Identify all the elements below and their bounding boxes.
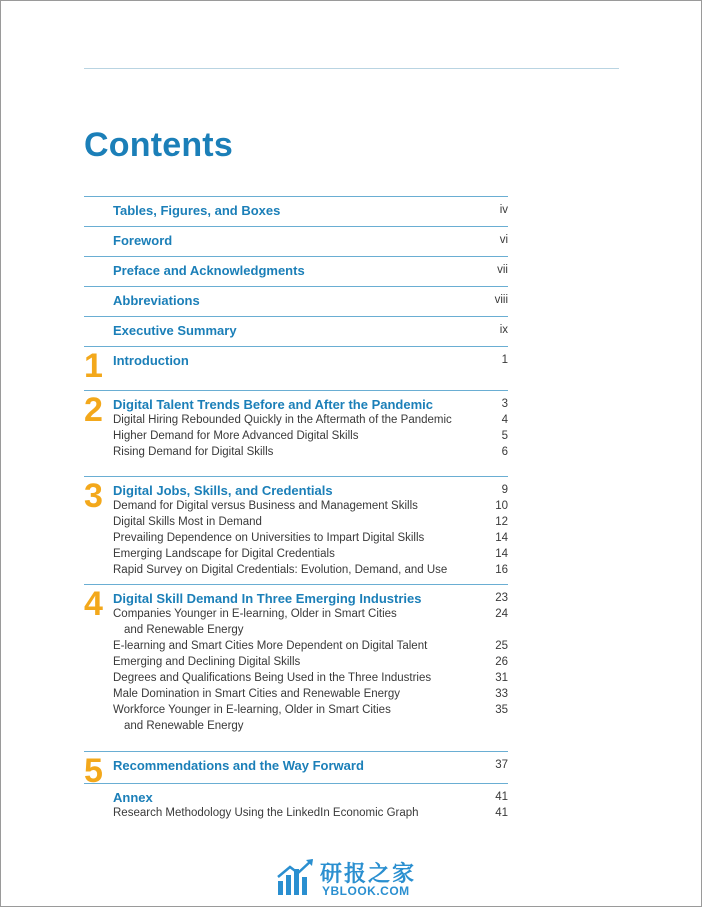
chapter-page: 1 <box>501 354 508 366</box>
toc-entry-page: vi <box>499 234 508 246</box>
section-page: 14 <box>495 548 508 560</box>
section-item[interactable] <box>113 530 508 546</box>
section-title: Demand for Digital versus Business and Management Skills <box>113 500 418 512</box>
chapter-title: Digital Jobs, Skills, and Credentials <box>113 483 333 498</box>
section-page: 33 <box>495 688 508 700</box>
header-rule <box>84 68 619 69</box>
chapter-title: Digital Talent Trends Before and After the Pandemic <box>113 397 434 412</box>
section-item[interactable] <box>113 638 508 654</box>
section-item[interactable] <box>113 428 508 444</box>
chapter-title: Digital Skill Demand In Three Emerging Industries <box>113 591 422 606</box>
section-page: 5 <box>501 430 508 442</box>
chapter-2 <box>84 390 508 476</box>
chapter-page: 23 <box>495 592 508 604</box>
toc-entry-page: viii <box>494 294 508 306</box>
section-title-line-1: Workforce Younger in E-learning, Older in Smart Cities <box>113 704 391 716</box>
bar-chart-logo-icon <box>276 857 316 897</box>
chapter-title: Introduction <box>113 353 189 368</box>
chapter-5 <box>84 751 508 790</box>
section-title <box>113 606 397 638</box>
section-page: 4 <box>501 414 508 426</box>
section-page: 26 <box>495 656 508 668</box>
section-title: Research Methodology Using the LinkedIn Economic Graph <box>113 807 419 819</box>
section-title: Emerging Landscape for Digital Credentials <box>113 548 335 560</box>
toc-entry-abbreviations[interactable] <box>84 286 508 316</box>
annex-heading[interactable] <box>113 789 508 805</box>
chapter-number: 3 <box>84 477 103 515</box>
section-title: Male Domination in Smart Cities and Renewable Energy <box>113 688 401 700</box>
page-title: Contents <box>84 126 233 164</box>
section-item[interactable] <box>113 805 508 821</box>
section-item[interactable] <box>113 444 508 460</box>
section-page: 24 <box>495 608 508 620</box>
toc-entry-preface[interactable] <box>84 256 508 286</box>
toc-entry-page: iv <box>499 204 508 216</box>
chapter-page: 3 <box>501 398 508 410</box>
section-title: Higher Demand for More Advanced Digital Skills <box>113 430 359 442</box>
annex <box>84 783 508 820</box>
section-title: Digital Skills Most in Demand <box>113 516 262 528</box>
chapter-heading[interactable] <box>113 590 508 606</box>
section-item[interactable] <box>113 606 508 638</box>
section-title-line-2: and Renewable Energy <box>124 624 244 636</box>
section-page: 10 <box>495 500 508 512</box>
toc-entry-title: Preface and Acknowledgments <box>113 263 305 278</box>
toc-entry-foreword[interactable] <box>84 226 508 256</box>
toc-entry-tables[interactable] <box>84 196 508 226</box>
toc-entry-title: Abbreviations <box>113 293 200 308</box>
section-page: 31 <box>495 672 508 684</box>
chapter-heading[interactable] <box>113 352 508 373</box>
section-title: Digital Hiring Rebounded Quickly in the Aftermath of the Pandemic <box>113 414 452 426</box>
watermark-cn: 研报之家 <box>320 862 417 887</box>
section-item[interactable] <box>113 412 508 428</box>
chapter-title: Recommendations and the Way Forward <box>113 758 364 773</box>
chapter-number: 1 <box>84 347 103 385</box>
chapter-heading[interactable] <box>113 396 508 412</box>
chapter-3 <box>84 476 508 584</box>
section-page: 25 <box>495 640 508 652</box>
section-title-line-1: Companies Younger in E-learning, Older in Smart Cities <box>113 608 397 620</box>
section-title: Rapid Survey on Digital Credentials: Evolution, Demand, and Use <box>113 564 448 576</box>
watermark-en: YBLOOK.COM <box>322 884 410 898</box>
chapter-page: 9 <box>501 484 508 496</box>
section-item[interactable] <box>113 562 508 578</box>
table-of-contents <box>84 196 508 820</box>
chapter-number: 5 <box>84 752 103 790</box>
toc-entry-title: Tables, Figures, and Boxes <box>113 203 281 218</box>
toc-entry-executive-summary[interactable] <box>84 316 508 346</box>
toc-entry-page: vii <box>497 264 508 276</box>
chapter-heading[interactable] <box>113 757 508 778</box>
section-title: Emerging and Declining Digital Skills <box>113 656 301 668</box>
chapter-page: 37 <box>495 759 508 771</box>
annex-title: Annex <box>113 790 153 805</box>
section-item[interactable] <box>113 498 508 514</box>
section-item[interactable] <box>113 546 508 562</box>
section-title: Rising Demand for Digital Skills <box>113 446 274 458</box>
toc-entry-title: Executive Summary <box>113 323 237 338</box>
section-item[interactable] <box>113 686 508 702</box>
section-title: Degrees and Qualifications Being Used in the Three Industries <box>113 672 432 684</box>
toc-entry-page: ix <box>499 324 508 336</box>
section-title <box>113 702 391 734</box>
chapter-number: 2 <box>84 391 103 429</box>
watermark <box>276 857 436 897</box>
section-page: 16 <box>495 564 508 576</box>
chapter-number: 4 <box>84 585 103 623</box>
annex-page: 41 <box>495 791 508 803</box>
section-item[interactable] <box>113 514 508 530</box>
chapter-heading[interactable] <box>113 482 508 498</box>
toc-entry-title: Foreword <box>113 233 173 248</box>
section-title: Prevailing Dependence on Universities to Impart Digital Skills <box>113 532 425 544</box>
section-item[interactable] <box>113 670 508 686</box>
section-title-line-2: and Renewable Energy <box>124 720 244 732</box>
chapter-1 <box>84 346 508 390</box>
section-page: 41 <box>495 807 508 819</box>
section-page: 14 <box>495 532 508 544</box>
chapter-4 <box>84 584 508 751</box>
section-page: 35 <box>495 704 508 716</box>
section-item[interactable] <box>113 654 508 670</box>
section-page: 6 <box>501 446 508 458</box>
section-item[interactable] <box>113 702 508 734</box>
section-title: E-learning and Smart Cities More Dependent on Digital Talent <box>113 640 428 652</box>
section-page: 12 <box>495 516 508 528</box>
